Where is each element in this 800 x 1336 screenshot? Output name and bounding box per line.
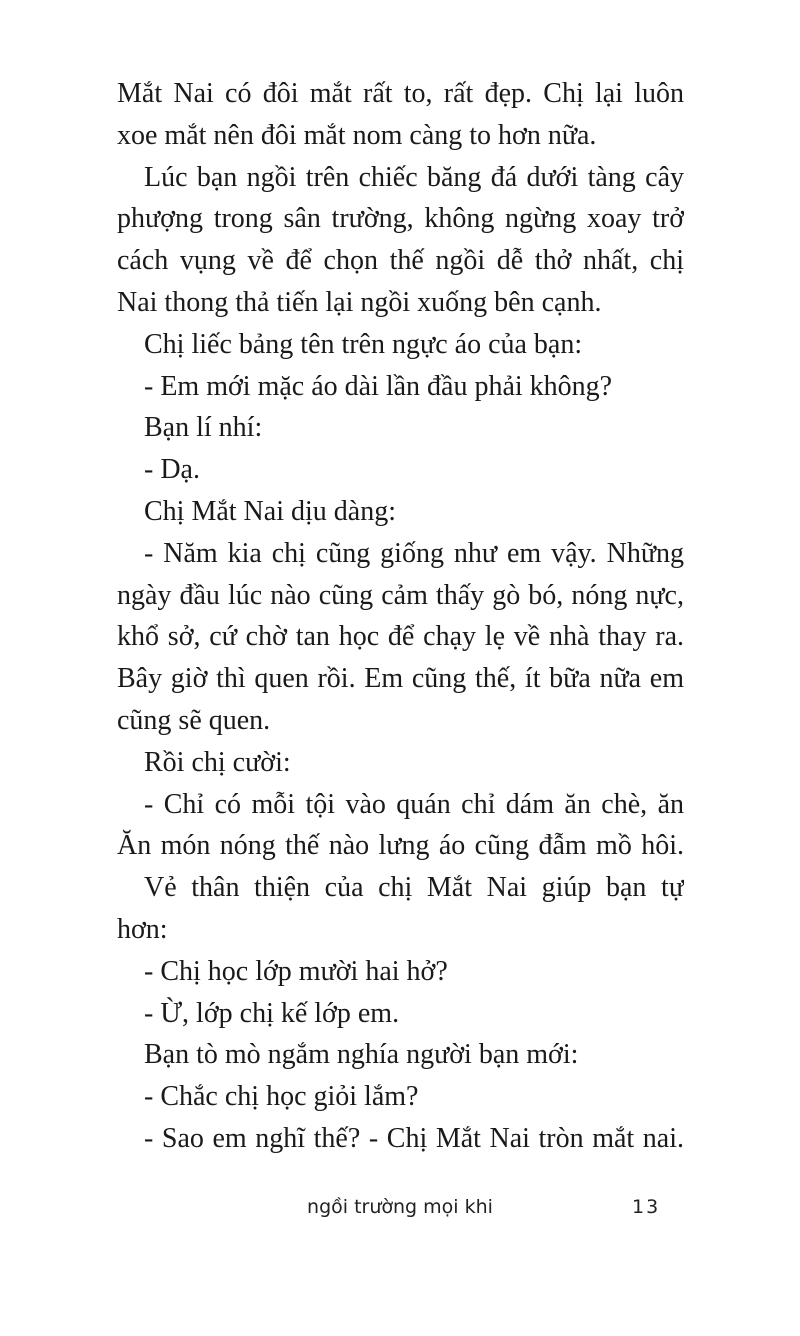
text-line: hơn: — [117, 913, 168, 945]
text-line: Mắt Nai có đôi mắt rất to, rất đẹp. Chị lại luôn — [117, 78, 684, 109]
text-line: ngày đầu lúc nào cũng cảm thấy gò bó, nóng nực, — [117, 579, 684, 611]
text-line: - Chị học lớp mười hai hở? — [144, 955, 448, 987]
text-line: phượng trong sân trường, không ngừng xoay trở — [117, 203, 684, 235]
text-line: cách vụng về để chọn thế ngồi dễ thở nhất, chị — [117, 245, 684, 277]
text-line: khổ sở, cứ chờ tan học để chạy lẹ về nhà thay ra. — [117, 621, 684, 653]
text-line: xoe mắt nên đôi mắt nom càng to hơn nữa. — [117, 119, 597, 151]
text-line: Lúc bạn ngồi trên chiếc băng đá dưới tàng cây — [144, 161, 684, 193]
text-line: - Dạ. — [144, 454, 200, 486]
text-line: Bây giờ thì quen rồi. Em cũng thế, ít bữa nữa em — [117, 663, 684, 695]
running-footer-title: ngồi trường mọi khi — [307, 1196, 493, 1218]
text-line: Ăn món nóng thế nào lưng áo cũng đẫm mồ hôi. — [117, 830, 684, 862]
text-line: - Sao em nghĩ thế? - Chị Mắt Nai tròn mắt nai. — [144, 1122, 684, 1154]
text-line: Nai thong thả tiến lại ngồi xuống bên cạnh. — [117, 286, 602, 318]
text-line: Rồi chị cười: — [144, 746, 291, 778]
text-line: cũng sẽ quen. — [117, 704, 271, 736]
page-number: 13 — [632, 1196, 661, 1218]
body-text — [117, 73, 684, 1160]
text-line: Chị Mắt Nai dịu dàng: — [144, 495, 396, 527]
text-line: Vẻ thân thiện của chị Mắt Nai giúp bạn tự — [144, 872, 684, 904]
text-line: - Chắc chị học giỏi lắm? — [144, 1081, 419, 1113]
text-line: Chị liếc bảng tên trên ngực áo của bạn: — [144, 328, 583, 360]
text-line: - Chỉ có mỗi tội vào quán chỉ dám ăn chè, ăn — [144, 788, 684, 820]
text-line: - Ừ, lớp chị kế lớp em. — [144, 997, 400, 1029]
text-line: Bạn lí nhí: — [144, 412, 263, 444]
text-line: - Em mới mặc áo dài lần đầu phải không? — [144, 370, 613, 402]
text-line: - Năm kia chị cũng giống như em vậy. Những — [144, 537, 684, 569]
text-line: Bạn tò mò ngắm nghía người bạn mới: — [144, 1039, 579, 1071]
